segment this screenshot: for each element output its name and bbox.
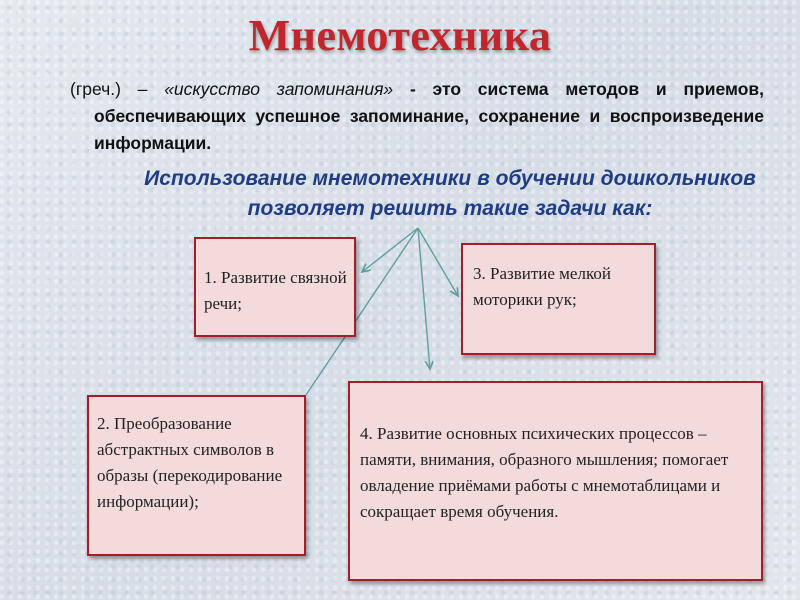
definition-lead: (греч.) –: [70, 79, 165, 99]
definition-text: - это система методов и приемов, обеспечивающих успешное запоминание, сохранение и воспроизведение информации.: [94, 79, 764, 153]
task-box-1: 1. Развитие связной речи;: [194, 237, 356, 337]
task-box-3: 3. Развитие мелкой моторики рук;: [461, 243, 656, 355]
page-title: Мнемотехника: [248, 11, 552, 60]
arrow-to-task3: [418, 228, 458, 296]
arrow-to-task1: [362, 228, 418, 272]
task-box-2: 2. Преобразование абстрактных символов в образы (перекодирование информации);: [87, 395, 306, 556]
arrow-to-task4: [418, 228, 430, 369]
task-box-4: 4. Развитие основных психических процессов – памяти, внимания, образного мышления; помогает овладение приёмами работы с мнемотаблицами и сокращает время обучения.: [348, 381, 763, 581]
subtitle: Использование мнемотехники в обучении дошкольников позволяет решить такие задачи как:: [144, 167, 756, 220]
definition-quote: «искусство запоминания»: [164, 79, 394, 99]
